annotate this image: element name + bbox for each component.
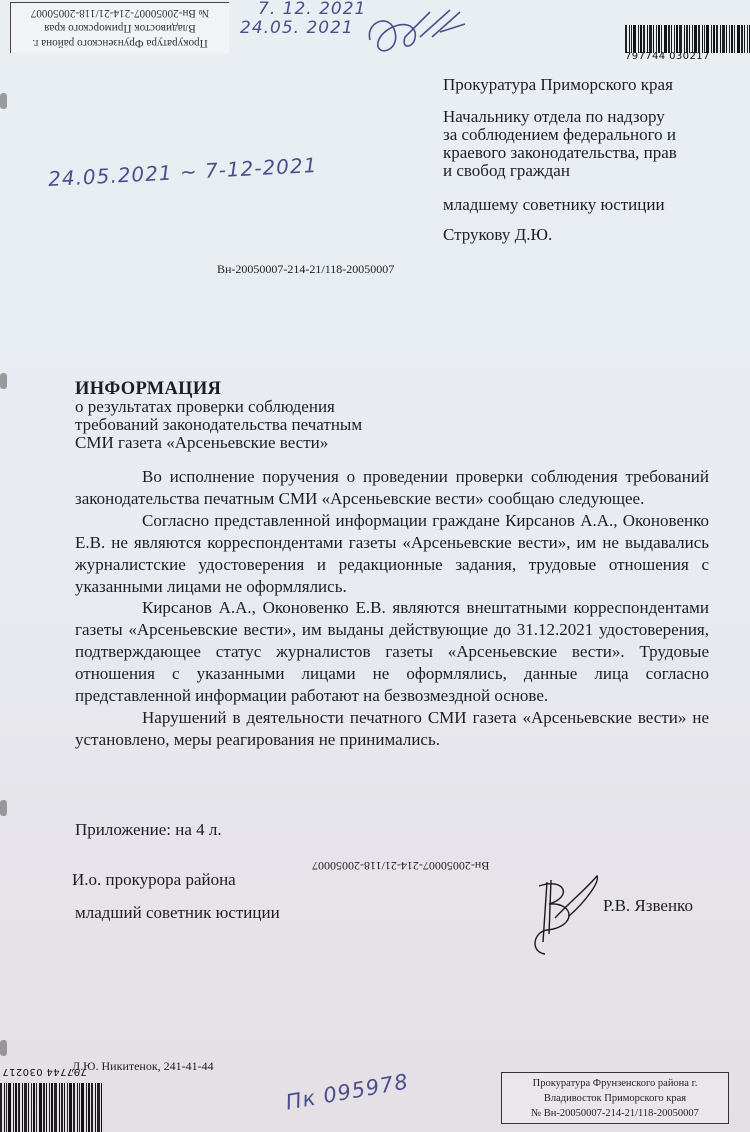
barcode-bar xyxy=(43,1083,45,1132)
barcode-bar xyxy=(6,1083,7,1132)
barcode-bar xyxy=(713,25,715,53)
barcode-bar xyxy=(704,25,705,53)
punch-hole xyxy=(0,373,7,389)
barcode-bar xyxy=(649,25,652,53)
title-line: о результатах проверки соблюдения xyxy=(75,397,335,416)
executor-contact: Д.Ю. Никитенок, 241-41-44 xyxy=(72,1059,214,1073)
barcode-bar xyxy=(633,25,636,53)
barcode-bar xyxy=(668,25,670,53)
barcode-bar xyxy=(716,25,718,53)
barcode-bar xyxy=(706,25,709,53)
signatory-role: И.о. прокурора района xyxy=(72,870,236,889)
barcode-bar xyxy=(625,25,627,53)
handwritten-date: 7. 12. 2021 xyxy=(258,0,367,19)
barcode-bar xyxy=(79,1083,80,1132)
barcode-bar xyxy=(91,1083,93,1132)
barcode-bar xyxy=(77,1083,78,1132)
barcode-bar xyxy=(24,1083,27,1132)
barcode-bar xyxy=(0,1083,2,1132)
document-body xyxy=(75,466,709,751)
title-line: требований законодательства печатным xyxy=(75,415,363,434)
barcode-bar xyxy=(631,25,632,53)
body-paragraph: Нарушений в деятельности печатного СМИ газета «Арсеньевские вести» не установлено, меры реагирования не принимались. xyxy=(75,707,709,749)
barcode-bar xyxy=(698,25,700,53)
barcode-bottom xyxy=(0,1066,104,1132)
barcode-bar xyxy=(711,25,712,53)
barcode-bar xyxy=(689,25,690,53)
barcode-bar xyxy=(13,1083,14,1132)
barcode-bar xyxy=(88,1083,90,1132)
stamp-line: № Вн-20050007-214-21/118-20050007 xyxy=(531,1107,699,1119)
reversed-registration-number: Вн-20050007-214-21/118-20050007 xyxy=(312,859,490,873)
barcode-bar xyxy=(653,25,654,53)
stamp-line: Владивосток Приморского края xyxy=(543,1092,687,1104)
barcode-bar xyxy=(720,25,721,53)
body-paragraph: Согласно представленной информации граждане Кирсанов А.А., Оконовенко Е.В. не являются корреспондентами газеты «Арсеньевские вести», им не выдавались журналистские удостоверения и редакционные задания, трудовые отношения с указанными лицами не оформлялись. xyxy=(75,510,709,596)
barcode-bar xyxy=(33,1083,35,1132)
barcode-bar xyxy=(61,1083,63,1132)
stamp-line: Владивосток Приморского края xyxy=(44,22,196,35)
signature-scribble xyxy=(525,872,603,957)
barcode-bar xyxy=(744,25,745,53)
barcode-bar xyxy=(684,25,685,53)
barcode-bar xyxy=(664,25,667,53)
stamp-line: Прокуратура Фрунзенского района г. xyxy=(532,1077,698,1089)
barcode-bar xyxy=(671,25,672,53)
addressee-position-line: краевого законодательства, прав xyxy=(443,143,677,162)
addressee-rank: младшему советнику юстиции xyxy=(443,195,665,214)
handwritten-date-range: 24.05.2021 ~ 7-12-2021 xyxy=(47,152,318,192)
addressee-block xyxy=(443,76,677,244)
punch-hole xyxy=(0,93,7,109)
signatory-rank: младший советник юстиции xyxy=(75,903,280,922)
stamp-line: Прокуратура Фрунзенского района г. xyxy=(32,37,208,50)
barcode-bar xyxy=(741,25,743,53)
barcode-bar xyxy=(674,25,675,53)
handwritten-note: Пк 095978 xyxy=(283,1069,411,1115)
barcode-bar xyxy=(737,25,740,53)
body-paragraph: Кирсанов А.А., Оконовенко Е.В. являются внештатными корреспондентами газеты «Арсеньевские вести», им выданы действующие до 31.12.2021 удостоверения, подтверждающее статус журналистов газеты «Арсеньевские вести». Трудовые отношения с указанными лицами не оформлялись, данные лица согласно представленной информации работают на безвозмездной основе. xyxy=(75,598,709,706)
barcode-bar xyxy=(731,25,733,53)
title-line: СМИ газета «Арсеньевские вести» xyxy=(75,433,329,452)
barcode-bar xyxy=(101,1083,102,1132)
barcode-bar xyxy=(722,25,725,53)
barcode-bar xyxy=(640,25,642,53)
barcode-bar xyxy=(676,25,678,53)
barcode-bar xyxy=(15,1083,17,1132)
addressee-name: Струкову Д.Ю. xyxy=(443,225,553,244)
incoming-registration-stamp xyxy=(10,2,229,53)
document-heading: ИНФОРМАЦИЯ xyxy=(75,379,222,399)
barcode-bar xyxy=(22,1083,23,1132)
barcode-bar xyxy=(86,1083,87,1132)
addressee-position-line: за соблюдением федерального и xyxy=(443,125,677,144)
barcode-bar xyxy=(51,1083,53,1132)
barcode-bar xyxy=(658,25,660,53)
registration-number: Вн-20050007-214-21/118-20050007 xyxy=(217,262,395,276)
attachment-note: Приложение: на 4 л. xyxy=(75,820,222,839)
handwritten-date: 24.05. 2021 xyxy=(240,18,354,38)
signatory-name: Р.В. Язвенко xyxy=(603,896,693,915)
barcode-bar xyxy=(661,25,662,53)
barcode-bar xyxy=(97,1083,100,1132)
barcode-bar xyxy=(643,25,645,53)
barcode-number: 797744 030217 xyxy=(2,1066,87,1077)
addressee-position-line: и свобод граждан xyxy=(443,161,570,180)
barcode-bar xyxy=(702,25,703,53)
barcode-bar xyxy=(31,1083,32,1132)
barcode-bar xyxy=(694,25,697,53)
barcode-bar xyxy=(679,25,682,53)
barcode-bar xyxy=(46,1083,47,1132)
barcode-bar xyxy=(647,25,648,53)
barcode-bar xyxy=(747,25,748,53)
barcode-bar xyxy=(39,1083,42,1132)
barcode-bar xyxy=(734,25,735,53)
addressee-position-line: Начальнику отдела по надзору xyxy=(443,107,665,126)
barcode-bar xyxy=(686,25,688,53)
barcode-bar xyxy=(49,1083,50,1132)
barcode-bar xyxy=(726,25,727,53)
document-title xyxy=(75,380,362,452)
barcode-bar xyxy=(729,25,730,53)
barcode-bar xyxy=(638,25,639,53)
body-paragraph: Во исполнение поручения о проведении проверки соблюдения требований законодательства печатным СМИ «Арсеньевские вести» сообщаю следующее. xyxy=(75,467,709,508)
barcode-bar xyxy=(59,1083,60,1132)
barcode-bar xyxy=(4,1083,5,1132)
punch-hole xyxy=(0,800,7,816)
addressee-org: Прокуратура Приморского края xyxy=(443,75,673,94)
barcode-bar xyxy=(8,1083,11,1132)
handwritten-signature-top xyxy=(360,2,470,58)
barcode-bar xyxy=(18,1083,20,1132)
barcode-bar xyxy=(67,1083,68,1132)
barcode-bar xyxy=(692,25,693,53)
barcode-bar xyxy=(28,1083,29,1132)
barcode-bar xyxy=(36,1083,37,1132)
barcode-number: 797744 030217 xyxy=(625,51,710,62)
barcode-bar xyxy=(95,1083,96,1132)
barcode-bar xyxy=(64,1083,65,1132)
handwritten-dates xyxy=(240,0,366,38)
barcode-bar xyxy=(81,1083,84,1132)
stamp-line: № Вн-20050007-214-21/118-20050007 xyxy=(30,7,210,20)
barcode-bar xyxy=(656,25,657,53)
barcode-bar xyxy=(54,1083,57,1132)
barcode xyxy=(625,25,750,62)
outgoing-registration-stamp xyxy=(501,1072,729,1124)
punch-hole xyxy=(0,1040,7,1056)
barcode-bar xyxy=(73,1083,75,1132)
barcode-bar xyxy=(69,1083,72,1132)
barcode-bar xyxy=(629,25,630,53)
